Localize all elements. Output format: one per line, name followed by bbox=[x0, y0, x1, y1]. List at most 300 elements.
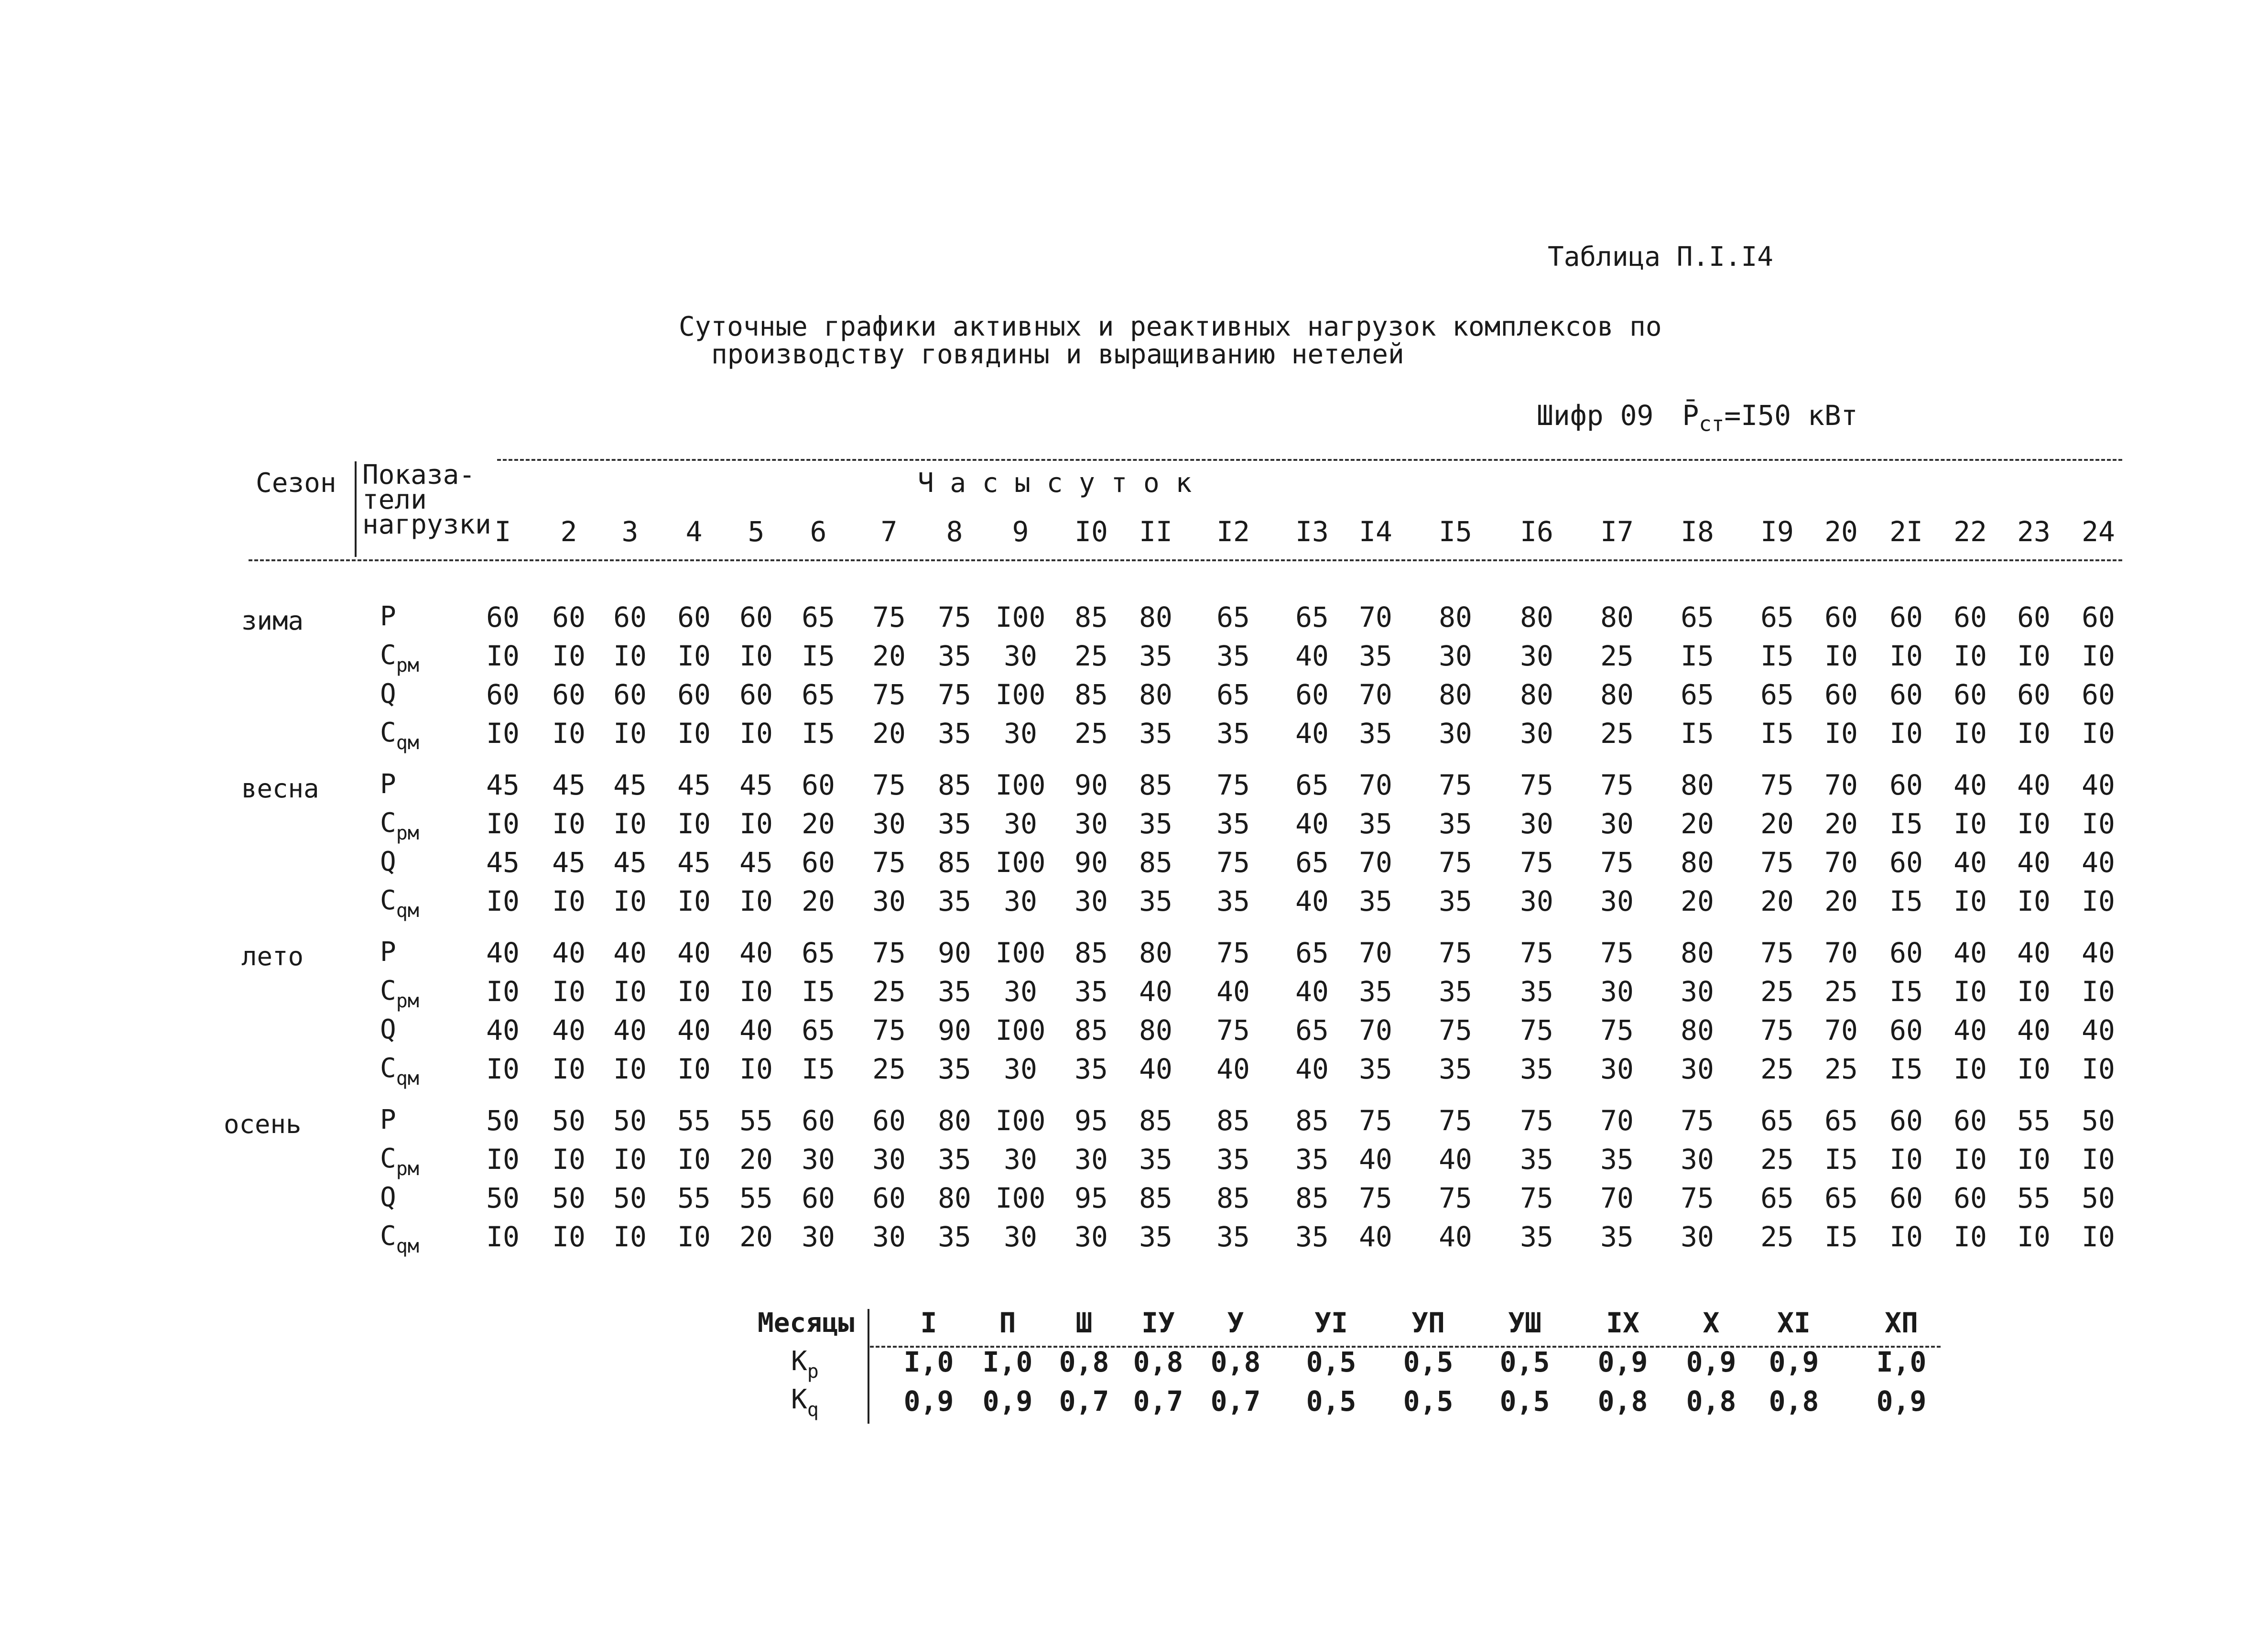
load-value: 75 bbox=[1359, 1182, 1392, 1214]
load-value: 60 bbox=[1889, 846, 1923, 879]
load-value: I0 bbox=[613, 640, 647, 672]
hour-header: 20 bbox=[1824, 515, 1858, 548]
load-value: I0 bbox=[486, 1053, 520, 1085]
load-value: 80 bbox=[938, 1104, 971, 1137]
hour-header: 2 bbox=[560, 515, 577, 548]
load-value: 60 bbox=[802, 1104, 835, 1137]
load-value: 50 bbox=[2082, 1104, 2115, 1137]
load-value: I0 bbox=[2082, 975, 2115, 1008]
load-value: 35 bbox=[1359, 975, 1392, 1008]
load-value: I0 bbox=[613, 807, 647, 840]
month-header: IУ bbox=[1141, 1307, 1175, 1339]
indicator-label bbox=[380, 885, 419, 922]
hour-header: 9 bbox=[1012, 515, 1029, 548]
indicator-label bbox=[380, 1221, 419, 1257]
hour-header: 5 bbox=[748, 515, 765, 548]
load-value: 35 bbox=[1520, 1221, 1553, 1253]
load-value: 60 bbox=[1953, 1104, 1987, 1137]
load-value: 75 bbox=[1681, 1104, 1714, 1137]
load-value: 35 bbox=[1139, 807, 1172, 840]
load-value: I0 bbox=[613, 1053, 647, 1085]
load-value: I0 bbox=[2082, 640, 2115, 672]
load-value: 70 bbox=[1600, 1182, 1634, 1214]
load-value: 60 bbox=[1824, 678, 1858, 711]
load-value: 30 bbox=[1004, 1053, 1037, 1085]
load-value: 25 bbox=[1600, 717, 1634, 750]
load-value: 85 bbox=[938, 769, 971, 801]
indicator-label bbox=[380, 1182, 396, 1219]
load-value: 85 bbox=[1139, 1182, 1172, 1214]
load-value: 25 bbox=[1074, 717, 1108, 750]
load-value: 75 bbox=[1600, 769, 1634, 801]
load-value: 60 bbox=[739, 678, 773, 711]
load-value: 35 bbox=[1520, 975, 1553, 1008]
load-value: I00 bbox=[995, 937, 1046, 969]
kp-value: I,0 bbox=[903, 1346, 954, 1378]
load-value: 65 bbox=[1216, 678, 1250, 711]
load-value: 80 bbox=[1439, 678, 1472, 711]
load-value: I0 bbox=[552, 885, 586, 917]
load-value: 40 bbox=[677, 1014, 711, 1046]
load-value: I0 bbox=[613, 717, 647, 750]
header-bottom-rule bbox=[249, 559, 2122, 561]
hour-header: I2 bbox=[1216, 515, 1250, 548]
load-value: 55 bbox=[2017, 1182, 2051, 1214]
load-value: 60 bbox=[1889, 1182, 1923, 1214]
load-value: 50 bbox=[552, 1104, 586, 1137]
load-value: 80 bbox=[1139, 601, 1172, 633]
load-value: 90 bbox=[1074, 769, 1108, 801]
load-value: 45 bbox=[677, 769, 711, 801]
load-value: I0 bbox=[552, 1053, 586, 1085]
load-value: I0 bbox=[1889, 717, 1923, 750]
load-value: I0 bbox=[486, 717, 520, 750]
load-value: 75 bbox=[1681, 1182, 1714, 1214]
load-value: I0 bbox=[2017, 1053, 2051, 1085]
load-value: 25 bbox=[1824, 975, 1858, 1008]
load-value: 65 bbox=[802, 1014, 835, 1046]
hour-header: I6 bbox=[1520, 515, 1553, 548]
kp-value: 0,9 bbox=[1769, 1346, 1819, 1378]
load-value: 35 bbox=[1600, 1143, 1634, 1176]
load-value: I0 bbox=[1953, 1053, 1987, 1085]
load-value: 60 bbox=[1953, 678, 1987, 711]
load-value: I5 bbox=[802, 640, 835, 672]
load-value: 65 bbox=[1295, 937, 1329, 969]
load-value: 75 bbox=[1600, 937, 1634, 969]
indicator-symbol: Q bbox=[380, 846, 396, 877]
load-value: 60 bbox=[613, 601, 647, 633]
hour-header: I9 bbox=[1760, 515, 1794, 548]
load-value: 25 bbox=[1760, 1221, 1794, 1253]
load-value: I0 bbox=[677, 640, 711, 672]
hour-header: I8 bbox=[1681, 515, 1714, 548]
month-header: У bbox=[1227, 1307, 1244, 1339]
load-value: 85 bbox=[1295, 1182, 1329, 1214]
kq-value: 0,8 bbox=[1597, 1385, 1648, 1417]
load-value: 90 bbox=[938, 937, 971, 969]
load-value: 75 bbox=[872, 937, 906, 969]
load-value: 75 bbox=[1439, 937, 1472, 969]
indicator-sub: qм bbox=[396, 1235, 419, 1257]
load-value: 35 bbox=[938, 640, 971, 672]
indicator-sub: pм bbox=[396, 1158, 419, 1180]
load-value: 60 bbox=[1889, 1104, 1923, 1137]
load-value: 75 bbox=[1359, 1104, 1392, 1137]
load-value: 80 bbox=[1600, 601, 1634, 633]
load-value: 60 bbox=[486, 601, 520, 633]
load-value: 65 bbox=[1216, 601, 1250, 633]
load-value: 35 bbox=[1439, 885, 1472, 917]
title-line-2: производству говядины и выращиванию нетелей bbox=[711, 339, 1404, 370]
load-value: I0 bbox=[677, 717, 711, 750]
load-value: 25 bbox=[1074, 640, 1108, 672]
load-value: 40 bbox=[2017, 769, 2051, 801]
load-value: 40 bbox=[2082, 846, 2115, 879]
month-header: УП bbox=[1411, 1307, 1445, 1339]
load-value: 60 bbox=[802, 769, 835, 801]
load-value: I0 bbox=[2017, 1221, 2051, 1253]
load-value: 30 bbox=[1074, 885, 1108, 917]
load-value: I0 bbox=[552, 975, 586, 1008]
load-value: 30 bbox=[1520, 885, 1553, 917]
load-value: 75 bbox=[1760, 937, 1794, 969]
load-value: 25 bbox=[1760, 975, 1794, 1008]
load-value: 45 bbox=[552, 769, 586, 801]
load-value: 35 bbox=[1139, 717, 1172, 750]
months-label: Месяцы bbox=[758, 1308, 855, 1339]
load-value: 35 bbox=[1520, 1143, 1553, 1176]
indicator-symbol: Q bbox=[380, 1182, 396, 1213]
hour-header: I5 bbox=[1439, 515, 1472, 548]
load-value: 60 bbox=[1889, 601, 1923, 633]
kq-symbol: К bbox=[791, 1384, 807, 1415]
load-value: 60 bbox=[2017, 601, 2051, 633]
load-value: 40 bbox=[1295, 807, 1329, 840]
load-value: 65 bbox=[1681, 678, 1714, 711]
load-value: 70 bbox=[1824, 1014, 1858, 1046]
load-value: 35 bbox=[1216, 717, 1250, 750]
load-value: 60 bbox=[1889, 1014, 1923, 1046]
kq-value: 0,8 bbox=[1769, 1385, 1819, 1417]
load-value: 80 bbox=[1520, 601, 1553, 633]
load-value: 40 bbox=[486, 1014, 520, 1046]
load-value: 70 bbox=[1359, 678, 1392, 711]
load-value: I5 bbox=[802, 1053, 835, 1085]
load-value: 75 bbox=[1520, 1182, 1553, 1214]
load-value: 80 bbox=[1139, 1014, 1172, 1046]
kp-value: 0,8 bbox=[1059, 1346, 1109, 1378]
month-header: IX bbox=[1606, 1307, 1639, 1339]
load-value: 65 bbox=[1295, 1014, 1329, 1046]
kp-value: 0,8 bbox=[1133, 1346, 1183, 1378]
load-value: I0 bbox=[486, 640, 520, 672]
load-value: 40 bbox=[1139, 1053, 1172, 1085]
season-name: весна bbox=[241, 774, 319, 804]
load-value: 35 bbox=[938, 1143, 971, 1176]
hour-header: 2I bbox=[1889, 515, 1923, 548]
load-value: 40 bbox=[677, 937, 711, 969]
load-value: 35 bbox=[1216, 807, 1250, 840]
load-value: I0 bbox=[2017, 1143, 2051, 1176]
load-value: 50 bbox=[486, 1182, 520, 1214]
indicator-label bbox=[380, 601, 396, 638]
load-value: 40 bbox=[1359, 1143, 1392, 1176]
load-value: 30 bbox=[1520, 640, 1553, 672]
kp-value: 0,5 bbox=[1403, 1346, 1454, 1378]
load-value: I0 bbox=[739, 640, 773, 672]
kp-value: 0,8 bbox=[1210, 1346, 1261, 1378]
load-value: 70 bbox=[1359, 937, 1392, 969]
load-value: 65 bbox=[1295, 769, 1329, 801]
load-value: I5 bbox=[1824, 1221, 1858, 1253]
load-value: 35 bbox=[938, 1053, 971, 1085]
indicator-symbol: C bbox=[380, 885, 396, 916]
load-value: 30 bbox=[872, 1221, 906, 1253]
load-value: 35 bbox=[1359, 1053, 1392, 1085]
header-season: Сезон bbox=[256, 468, 336, 499]
load-value: I0 bbox=[613, 885, 647, 917]
indicator-symbol: C bbox=[380, 640, 396, 671]
kp-symbol: К bbox=[791, 1346, 807, 1377]
load-value: 25 bbox=[872, 1053, 906, 1085]
load-value: 65 bbox=[1760, 601, 1794, 633]
load-value: I0 bbox=[1953, 975, 1987, 1008]
load-value: 30 bbox=[1004, 807, 1037, 840]
load-value: 40 bbox=[2082, 769, 2115, 801]
load-value: 35 bbox=[1439, 975, 1472, 1008]
load-value: I0 bbox=[1824, 717, 1858, 750]
load-value: 70 bbox=[1359, 1014, 1392, 1046]
load-value: 30 bbox=[1004, 885, 1037, 917]
hour-header: 8 bbox=[946, 515, 963, 548]
load-value: 85 bbox=[1074, 937, 1108, 969]
cipher-code: Шифр 09 bbox=[1537, 399, 1654, 432]
load-value: I0 bbox=[2082, 717, 2115, 750]
kq-value: 0,5 bbox=[1306, 1385, 1356, 1417]
load-value: I5 bbox=[1889, 807, 1923, 840]
load-value: 75 bbox=[1439, 1182, 1472, 1214]
load-value: I0 bbox=[677, 1053, 711, 1085]
load-value: 60 bbox=[2017, 678, 2051, 711]
load-value: I0 bbox=[677, 885, 711, 917]
load-value: 35 bbox=[1600, 1221, 1634, 1253]
hour-header: 7 bbox=[880, 515, 898, 548]
load-value: I0 bbox=[739, 1053, 773, 1085]
load-value: 35 bbox=[1520, 1053, 1553, 1085]
load-value: 35 bbox=[1139, 1221, 1172, 1253]
load-value: 85 bbox=[1074, 1014, 1108, 1046]
kq-value: 0,5 bbox=[1403, 1385, 1454, 1417]
load-value: I0 bbox=[739, 717, 773, 750]
load-value: 20 bbox=[739, 1221, 773, 1253]
load-value: I5 bbox=[1889, 975, 1923, 1008]
load-value: 25 bbox=[1760, 1143, 1794, 1176]
load-value: 20 bbox=[872, 717, 906, 750]
load-value: 40 bbox=[1216, 1053, 1250, 1085]
load-value: 35 bbox=[1295, 1143, 1329, 1176]
load-value: 20 bbox=[1760, 807, 1794, 840]
indicator-label bbox=[380, 807, 419, 844]
hour-header: 4 bbox=[685, 515, 703, 548]
load-value: 30 bbox=[872, 807, 906, 840]
load-value: 50 bbox=[486, 1104, 520, 1137]
table-title bbox=[679, 313, 1662, 369]
hour-header: I0 bbox=[1074, 515, 1108, 548]
load-value: 60 bbox=[1889, 678, 1923, 711]
load-value: 75 bbox=[1760, 769, 1794, 801]
load-value: I0 bbox=[2017, 885, 2051, 917]
load-value: 30 bbox=[1004, 1221, 1037, 1253]
load-value: 20 bbox=[1681, 807, 1714, 840]
load-value: 20 bbox=[1824, 885, 1858, 917]
load-value: I0 bbox=[739, 807, 773, 840]
load-value: 65 bbox=[1760, 1182, 1794, 1214]
load-value: 40 bbox=[1295, 975, 1329, 1008]
month-header: XП bbox=[1885, 1307, 1918, 1339]
load-value: I0 bbox=[552, 807, 586, 840]
month-header: УI bbox=[1314, 1307, 1348, 1339]
load-value: 25 bbox=[1760, 1053, 1794, 1085]
month-header: X bbox=[1703, 1307, 1720, 1339]
load-value: 40 bbox=[1295, 1053, 1329, 1085]
kp-value: 0,5 bbox=[1499, 1346, 1550, 1378]
load-value: I5 bbox=[802, 717, 835, 750]
load-value: 35 bbox=[938, 885, 971, 917]
load-value: 60 bbox=[739, 601, 773, 633]
load-value: I0 bbox=[486, 807, 520, 840]
load-value: 40 bbox=[613, 1014, 647, 1046]
load-value: 75 bbox=[1439, 1104, 1472, 1137]
load-value: 75 bbox=[938, 601, 971, 633]
load-value: 30 bbox=[1004, 975, 1037, 1008]
kp-value: 0,5 bbox=[1306, 1346, 1356, 1378]
month-header: I bbox=[920, 1307, 937, 1339]
load-value: 55 bbox=[677, 1104, 711, 1137]
load-value: I0 bbox=[1953, 717, 1987, 750]
load-value: 65 bbox=[1295, 601, 1329, 633]
load-value: 35 bbox=[1216, 885, 1250, 917]
indicator-symbol: P bbox=[380, 1104, 396, 1135]
hour-header: 3 bbox=[621, 515, 639, 548]
load-value: 30 bbox=[1439, 640, 1472, 672]
load-value: 75 bbox=[1520, 1014, 1553, 1046]
load-value: 80 bbox=[1681, 1014, 1714, 1046]
season-name: осень bbox=[224, 1109, 302, 1139]
load-value: 60 bbox=[486, 678, 520, 711]
kq-value: 0,7 bbox=[1210, 1385, 1261, 1417]
indicator-label bbox=[380, 846, 396, 883]
kq-label bbox=[791, 1384, 819, 1421]
load-value: 25 bbox=[1600, 640, 1634, 672]
load-value: I00 bbox=[995, 1014, 1046, 1046]
load-value: 40 bbox=[2017, 1014, 2051, 1046]
kp-sub: р bbox=[807, 1361, 819, 1383]
indicator-sub: qм bbox=[396, 1068, 419, 1090]
load-value: 30 bbox=[1600, 807, 1634, 840]
load-value: 60 bbox=[872, 1104, 906, 1137]
load-value: 65 bbox=[1295, 846, 1329, 879]
load-value: 75 bbox=[1600, 1014, 1634, 1046]
load-value: 60 bbox=[552, 601, 586, 633]
hour-header: I3 bbox=[1295, 515, 1329, 548]
load-value: 20 bbox=[1824, 807, 1858, 840]
load-value: I0 bbox=[1953, 640, 1987, 672]
load-value: 30 bbox=[1681, 1143, 1714, 1176]
load-value: I0 bbox=[486, 975, 520, 1008]
kq-value: 0,5 bbox=[1499, 1385, 1550, 1417]
load-value: I5 bbox=[1760, 717, 1794, 750]
load-value: 60 bbox=[1953, 601, 1987, 633]
load-value: 40 bbox=[552, 937, 586, 969]
load-value: 30 bbox=[1074, 807, 1108, 840]
header-indicators-l3: нагрузки bbox=[362, 509, 491, 540]
load-value: 35 bbox=[938, 717, 971, 750]
load-value: 40 bbox=[2017, 846, 2051, 879]
kp-value: 0,9 bbox=[1597, 1346, 1648, 1378]
load-value: 35 bbox=[1074, 1053, 1108, 1085]
load-value: 40 bbox=[739, 937, 773, 969]
load-value: 25 bbox=[1824, 1053, 1858, 1085]
load-value: 30 bbox=[1004, 717, 1037, 750]
load-value: 75 bbox=[1439, 1014, 1472, 1046]
load-value: 40 bbox=[1295, 640, 1329, 672]
indicator-sub: qм bbox=[396, 732, 419, 754]
load-value: I5 bbox=[1889, 1053, 1923, 1085]
load-value: 55 bbox=[2017, 1104, 2051, 1137]
kq-value: 0,9 bbox=[982, 1385, 1033, 1417]
load-value: 40 bbox=[1439, 1221, 1472, 1253]
season-name: лето bbox=[241, 941, 304, 971]
load-value: 75 bbox=[872, 1014, 906, 1046]
load-value: 30 bbox=[1074, 1221, 1108, 1253]
load-value: 75 bbox=[872, 769, 906, 801]
load-value: 35 bbox=[1359, 885, 1392, 917]
load-value: I5 bbox=[1760, 640, 1794, 672]
kq-value: 0,9 bbox=[903, 1385, 954, 1417]
kp-value: I,0 bbox=[1876, 1346, 1927, 1378]
indicator-symbol: C bbox=[380, 1221, 396, 1252]
load-value: 40 bbox=[1953, 1014, 1987, 1046]
load-value: I00 bbox=[995, 846, 1046, 879]
hour-header: 24 bbox=[2082, 515, 2115, 548]
indicator-symbol: C bbox=[380, 717, 396, 748]
indicator-sub: qм bbox=[396, 900, 419, 922]
load-value: I0 bbox=[1953, 885, 1987, 917]
indicator-symbol: C bbox=[380, 975, 396, 1006]
load-value: 45 bbox=[613, 769, 647, 801]
load-value: 30 bbox=[1004, 640, 1037, 672]
header-top-rule bbox=[497, 459, 2122, 461]
indicator-sub: pм bbox=[396, 822, 419, 844]
load-value: 80 bbox=[1681, 937, 1714, 969]
load-value: I0 bbox=[486, 1221, 520, 1253]
load-value: I0 bbox=[2082, 885, 2115, 917]
load-value: 45 bbox=[613, 846, 647, 879]
load-value: 85 bbox=[938, 846, 971, 879]
load-value: 75 bbox=[1216, 769, 1250, 801]
load-value: 35 bbox=[938, 975, 971, 1008]
load-value: 75 bbox=[872, 846, 906, 879]
load-value: 30 bbox=[1004, 1143, 1037, 1176]
load-value: 45 bbox=[677, 846, 711, 879]
rated-power-symbol: P̄ bbox=[1682, 399, 1699, 432]
load-value: 40 bbox=[1139, 975, 1172, 1008]
load-value: 80 bbox=[1681, 846, 1714, 879]
load-value: 65 bbox=[1824, 1104, 1858, 1137]
load-value: I5 bbox=[1681, 640, 1714, 672]
load-value: I0 bbox=[1953, 807, 1987, 840]
